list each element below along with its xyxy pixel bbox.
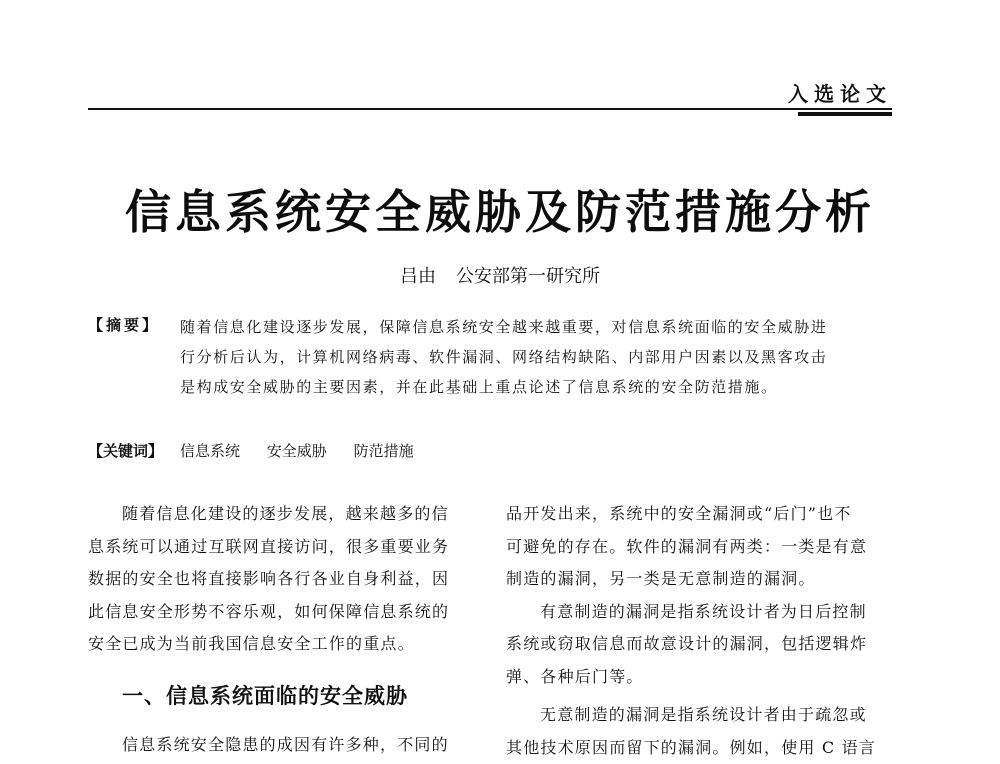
keywords-list	[180, 440, 436, 461]
text-line: 安全已成为当前我国信息安全工作的重点。	[88, 628, 474, 661]
header-rule-accent	[798, 112, 892, 116]
text-line: 弹、各种后门等。	[506, 661, 892, 694]
text-line: 系统或窃取信息而故意设计的漏洞，包括逻辑炸	[506, 628, 892, 661]
text-line: 随着信息化建设的逐步发展，越来越多的信	[88, 498, 474, 531]
keyword: 安全威胁	[267, 442, 327, 460]
body-column-right	[506, 498, 892, 764]
abstract-label: 【摘要】	[88, 314, 160, 335]
text-line: 数据的安全也将直接影响各行各业自身利益，因	[88, 563, 474, 596]
author-affiliation: 公安部第一研究所	[456, 266, 600, 287]
abstract-line: 行分析后认为，计算机网络病毒、软件漏洞、网络结构缺陷、内部用户因素以及黑客攻击	[180, 342, 892, 372]
article-title: 信息系统安全威胁及防范措施分析	[0, 176, 1000, 242]
text-line: 息系统可以通过互联网直接访问，很多重要业务	[88, 531, 474, 564]
section-heading: 一、信息系统面临的安全威胁	[122, 677, 474, 715]
text-line: 有意制造的漏洞是指系统设计者为日后控制	[506, 596, 892, 629]
paragraph-intentional-vulnerabilities	[506, 596, 892, 694]
text-line: 制造的漏洞，另一类是无意制造的漏洞。	[506, 563, 892, 596]
text-line: 其他技术原因而留下的漏洞。例如，使用 C 语言	[506, 732, 892, 764]
text-line: 可避免的存在。软件的漏洞有两类：一类是有意	[506, 531, 892, 564]
header-rule	[88, 108, 892, 110]
text-line: 信息系统安全隐患的成因有许多种，不同的	[88, 729, 474, 762]
keyword: 信息系统	[180, 442, 240, 460]
text-line: 品开发出来，系统中的安全漏洞或“后门”也不	[506, 498, 892, 531]
section-paragraph	[88, 729, 474, 762]
keywords-label: 【关键词】	[88, 440, 163, 461]
paragraph-continued	[506, 498, 892, 596]
body-column-left	[88, 498, 474, 761]
keyword: 防范措施	[354, 442, 414, 460]
abstract-line: 随着信息化建设逐步发展，保障信息系统安全越来越重要，对信息系统面临的安全威胁进	[180, 312, 892, 342]
section-tag: 入选论文	[788, 78, 892, 107]
abstract-line: 是构成安全威胁的主要因素，并在此基础上重点论述了信息系统的安全防范措施。	[180, 372, 892, 402]
paragraph-unintentional-vulnerabilities	[506, 699, 892, 764]
author-name: 吕由	[400, 266, 436, 287]
text-line: 无意制造的漏洞是指系统设计者由于疏忽或	[506, 699, 892, 732]
abstract-text	[180, 312, 892, 402]
text-line: 此信息安全形势不容乐观，如何保障信息系统的	[88, 596, 474, 629]
intro-paragraph	[88, 498, 474, 661]
byline	[0, 262, 1000, 288]
